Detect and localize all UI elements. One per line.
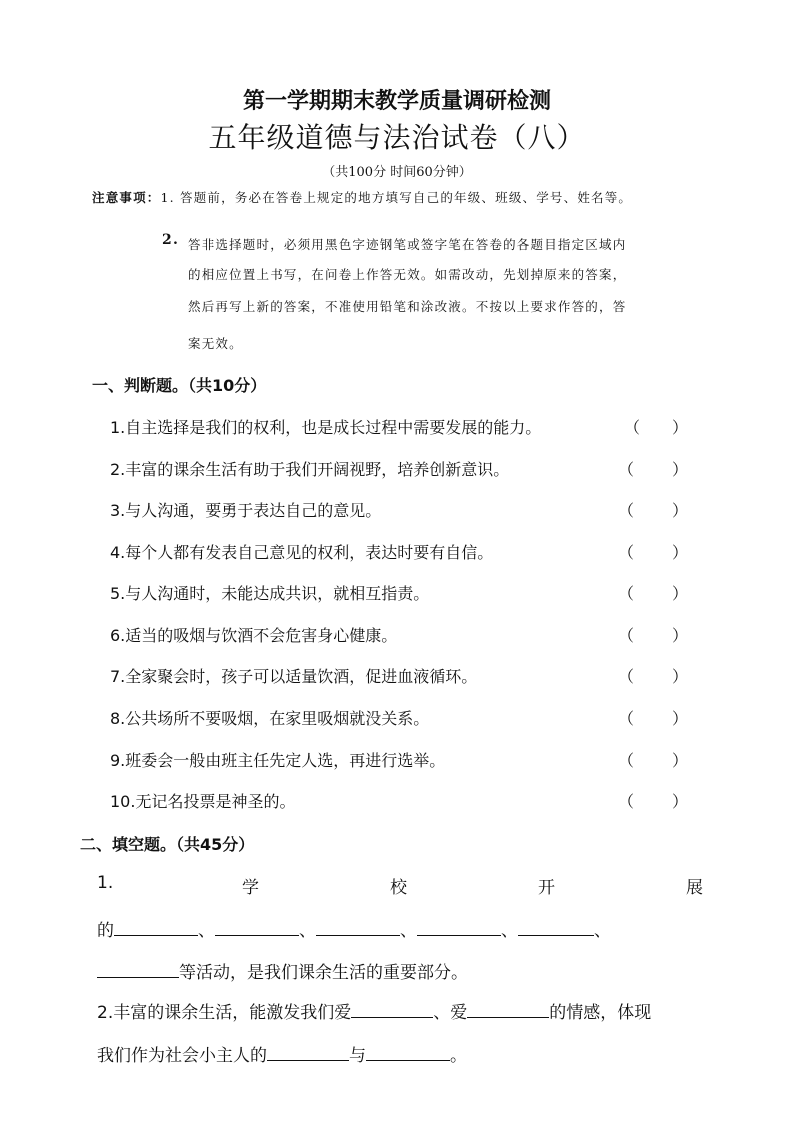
answer-blank[interactable] — [215, 919, 299, 936]
answer-paren-close: ） — [672, 501, 689, 520]
judgement-question: 2.丰富的课余生活有助于我们开阔视野，培养创新意识。 — [110, 460, 510, 479]
judgement-question: 3.与人沟通，要勇于表达自己的意见。 — [110, 501, 382, 520]
answer-paren-close: ） — [672, 626, 689, 645]
fill-q1-word: 开 — [538, 878, 555, 898]
answer-blank[interactable] — [366, 1044, 450, 1061]
judgement-question: 1.自主选择是我们的权利，也是成长过程中需要发展的能力。 — [110, 418, 542, 437]
separator: 、 — [594, 921, 611, 941]
answer-paren-open: （ — [618, 709, 635, 728]
answer-blank[interactable] — [518, 919, 594, 936]
judgement-question: 6.适当的吸烟与饮酒不会危害身心健康。 — [110, 626, 398, 645]
answer-paren-close: ） — [672, 709, 689, 728]
fill-q1-number: 1. — [97, 873, 114, 893]
fill-q1-line3 — [97, 958, 468, 983]
fill-q2-text: 与 — [349, 1046, 366, 1066]
judgement-question: 8.公共场所不要吸烟，在家里吸烟就没关系。 — [110, 709, 430, 728]
answer-paren-close: ） — [672, 460, 689, 479]
answer-blank[interactable] — [267, 1044, 349, 1061]
notice-item-1 — [92, 188, 632, 206]
judgement-question: 4.每个人都有发表自己意见的权利，表达时要有自信。 — [110, 543, 494, 562]
answer-paren-open: （ — [618, 792, 635, 811]
fill-q1-word: 校 — [390, 878, 407, 898]
answer-paren-close: ） — [672, 543, 689, 562]
judgement-question: 7.全家聚会时，孩子可以适量饮酒，促进血液循环。 — [110, 667, 478, 686]
answer-paren-open: （ — [618, 626, 635, 645]
notice-label: 注意事项： — [92, 190, 161, 205]
judgement-question: 9.班委会一般由班主任先定人选，再进行选举。 — [110, 751, 446, 770]
notice-item-2-line4: 案无效。 — [188, 336, 243, 351]
fill-q2-text: 我们作为社会小主人的 — [97, 1046, 267, 1066]
answer-blank[interactable] — [97, 961, 179, 978]
notice-item-2-number: 2. — [162, 232, 180, 248]
answer-paren-close: ） — [672, 792, 689, 811]
judgement-question: 10.无记名投票是神圣的。 — [110, 792, 296, 811]
answer-blank[interactable] — [417, 919, 501, 936]
answer-blank[interactable] — [114, 919, 198, 936]
judgement-question: 5.与人沟通时，未能达成共识，就相互指责。 — [110, 584, 430, 603]
answer-blank[interactable] — [316, 919, 400, 936]
fill-q2-text: 的情感，体现 — [549, 1003, 652, 1023]
fill-q2-line1 — [97, 998, 651, 1023]
fill-q2-text: 。 — [450, 1046, 467, 1066]
separator: 、 — [501, 921, 518, 941]
answer-paren-open: （ — [624, 418, 641, 437]
section-title-judgement: 一、判断题。（共10分） — [92, 376, 267, 395]
fill-q1-word: 学 — [242, 878, 259, 898]
fill-q1-line2-start: 的 — [97, 921, 114, 941]
fill-q1-line3-end: 等活动，是我们课余生活的重要部分。 — [179, 963, 468, 983]
answer-paren-open: （ — [618, 667, 635, 686]
answer-blank[interactable] — [467, 1001, 549, 1018]
exam-title-line1: 第一学期期末教学质量调研检测 — [242, 88, 551, 114]
answer-paren-open: （ — [618, 501, 635, 520]
answer-paren-close: ） — [672, 584, 689, 603]
exam-title-line2: 五年级道德与法治试卷（八） — [208, 121, 586, 154]
fill-q2-line2 — [97, 1041, 467, 1066]
fill-q1-line2 — [97, 916, 611, 941]
separator: 、 — [198, 921, 215, 941]
notice-item-2-line1: 答非选择题时，必须用黑色字迹钢笔或签字笔在答卷的各题目指定区域内 — [188, 237, 627, 252]
notice-item-2-line2: 的相应位置上书写，在问卷上作答无效。如需改动，先划掉原来的答案， — [188, 267, 627, 282]
answer-paren-close: ） — [672, 751, 689, 770]
exam-subtitle: （共100分 时间60分钟） — [322, 165, 472, 180]
answer-paren-open: （ — [618, 584, 635, 603]
separator: 、 — [299, 921, 316, 941]
answer-paren-open: （ — [618, 460, 635, 479]
fill-q2-text: 、爱 — [433, 1003, 468, 1023]
answer-blank[interactable] — [351, 1001, 433, 1018]
section-title-fill-blank: 二、填空题。（共45分） — [80, 835, 255, 854]
answer-paren-open: （ — [618, 543, 635, 562]
notice-text-1: 1. 答题前，务必在答卷上规定的地方填写自己的年级、班级、学号、姓名等。 — [160, 190, 633, 205]
notice-item-2-line3: 然后再写上新的答案，不准使用铅笔和涂改液。不按以上要求作答的，答 — [188, 299, 627, 314]
fill-q2-text: 2.丰富的课余生活，能激发我们爱 — [97, 1003, 352, 1023]
separator: 、 — [400, 921, 417, 941]
answer-paren-close: ） — [672, 667, 689, 686]
answer-paren-close: ） — [672, 418, 689, 437]
fill-q1-word: 展 — [686, 878, 703, 898]
answer-paren-open: （ — [618, 751, 635, 770]
